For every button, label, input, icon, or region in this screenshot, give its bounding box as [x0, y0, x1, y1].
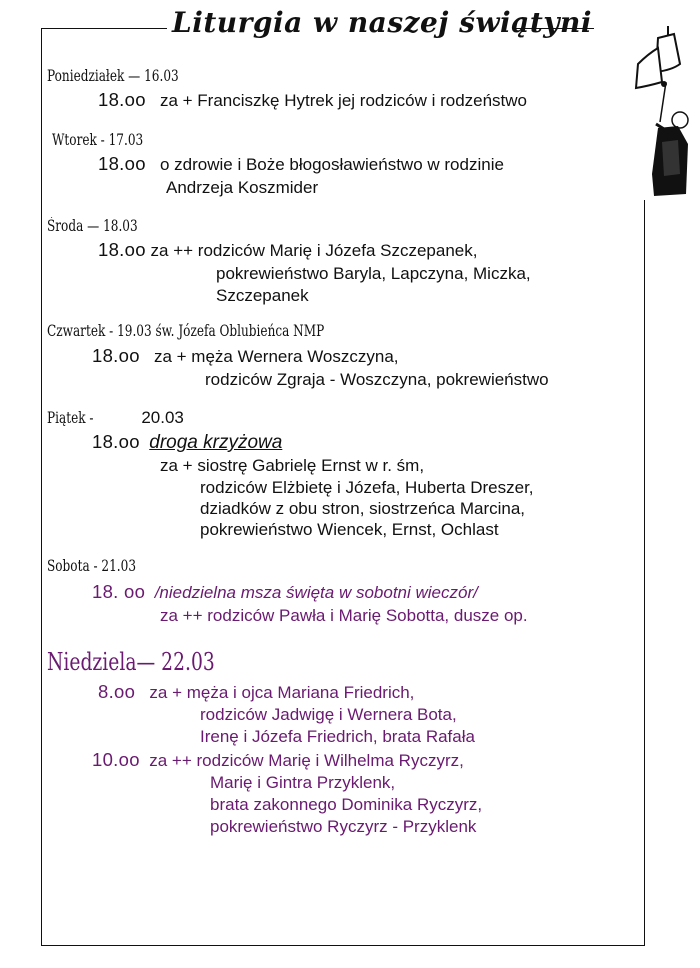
mass-friday	[92, 432, 282, 453]
bell-icon	[636, 26, 680, 88]
mass-intention-cont: dziadków z obu stron, siostrzeńca Marcina,	[200, 499, 526, 518]
mass-intention: za ++ rodziców Marię i Józefa Szczepanek,	[150, 241, 478, 260]
mass-intention-cont: Irenę i Józefa Friedrich, brata Rafała	[200, 727, 475, 746]
day-monday: Poniedziałek — 16.03	[47, 67, 179, 85]
mass-sunday-2	[92, 750, 464, 771]
mass-time: 18.oo	[98, 239, 146, 260]
mass-intention: za + Franciszkę Hytrek jej rodziców i rodzeństwo	[159, 91, 528, 110]
mass-intention-cont: brata zakonnego Dominika Ryczyrz,	[210, 795, 483, 814]
figure-icon	[652, 112, 688, 196]
mass-intention-cont: Marię i Gintra Przyklenk,	[210, 773, 396, 792]
bell-ringer-illustration	[628, 24, 692, 200]
mass-wednesday	[98, 240, 477, 261]
day-date: 20.03	[141, 408, 184, 427]
mass-intention: za ++ rodziców Pawła i Marię Sobotta, dusze op.	[160, 606, 528, 625]
mass-time: 18.oo	[92, 431, 140, 452]
mass-intention-cont: pokrewieństwo Baryla, Lapczyna, Miczka,	[216, 264, 531, 283]
mass-intention-cont: Andrzeja Koszmider	[166, 178, 319, 197]
mass-tuesday	[98, 154, 504, 175]
mass-monday	[98, 90, 527, 111]
day-label: Piątek -	[47, 409, 94, 427]
mass-intention-cont: rodziców Jadwigę i Wernera Bota,	[200, 705, 457, 724]
mass-intention: o zdrowie i Boże błogosławieństwo w rodzinie	[159, 155, 504, 174]
day-tuesday: Wtorek - 17.03	[52, 131, 144, 149]
special-service: droga krzyżowa	[149, 432, 283, 453]
mass-time: 18.oo	[92, 345, 140, 366]
day-sunday: Niedziela— 22.03	[47, 648, 215, 676]
mass-intention: za + męża Wernera Woszczyna,	[153, 347, 399, 366]
day-wednesday: Środa — 18.03	[47, 217, 138, 235]
mass-time: 18. oo	[92, 581, 146, 602]
mass-time: 18.oo	[98, 153, 146, 174]
day-thursday: Czwartek - 19.03 św. Józefa Oblubieńca NMP	[47, 322, 325, 340]
mass-intention-cont: Szczepanek	[216, 286, 309, 305]
mass-intention-cont: rodziców Elżbietę i Józefa, Huberta Dreszer,	[200, 478, 534, 497]
mass-time: 10.oo	[92, 749, 140, 770]
page-title: Liturgia w naszej świątyni	[172, 6, 593, 39]
mass-time: 8.oo	[98, 681, 136, 702]
mass-saturday	[92, 582, 478, 603]
mass-intention-cont: pokrewieństwo Wiencek, Ernst, Ochlast	[200, 520, 499, 539]
mass-intention-cont: pokrewieństwo Ryczyrz - Przyklenk	[210, 817, 477, 836]
mass-intention: za ++ rodziców Marię i Wilhelma Ryczyrz,	[149, 751, 464, 770]
mass-time: 18.oo	[98, 89, 146, 110]
mass-intention-cont: rodziców Zgraja - Woszczyna, pokrewieństwo	[205, 370, 549, 389]
mass-thursday	[92, 346, 399, 367]
mass-sunday-1	[98, 682, 414, 703]
mass-intention: za + męża i ojca Mariana Friedrich,	[149, 683, 415, 702]
day-saturday: Sobota - 21.03	[47, 557, 137, 575]
mass-intention: za + siostrę Gabrielę Ernst w r. śm,	[160, 456, 425, 475]
day-friday	[47, 408, 184, 428]
mass-note: /niedzielna msza święta w sobotni wieczór/	[154, 583, 478, 602]
